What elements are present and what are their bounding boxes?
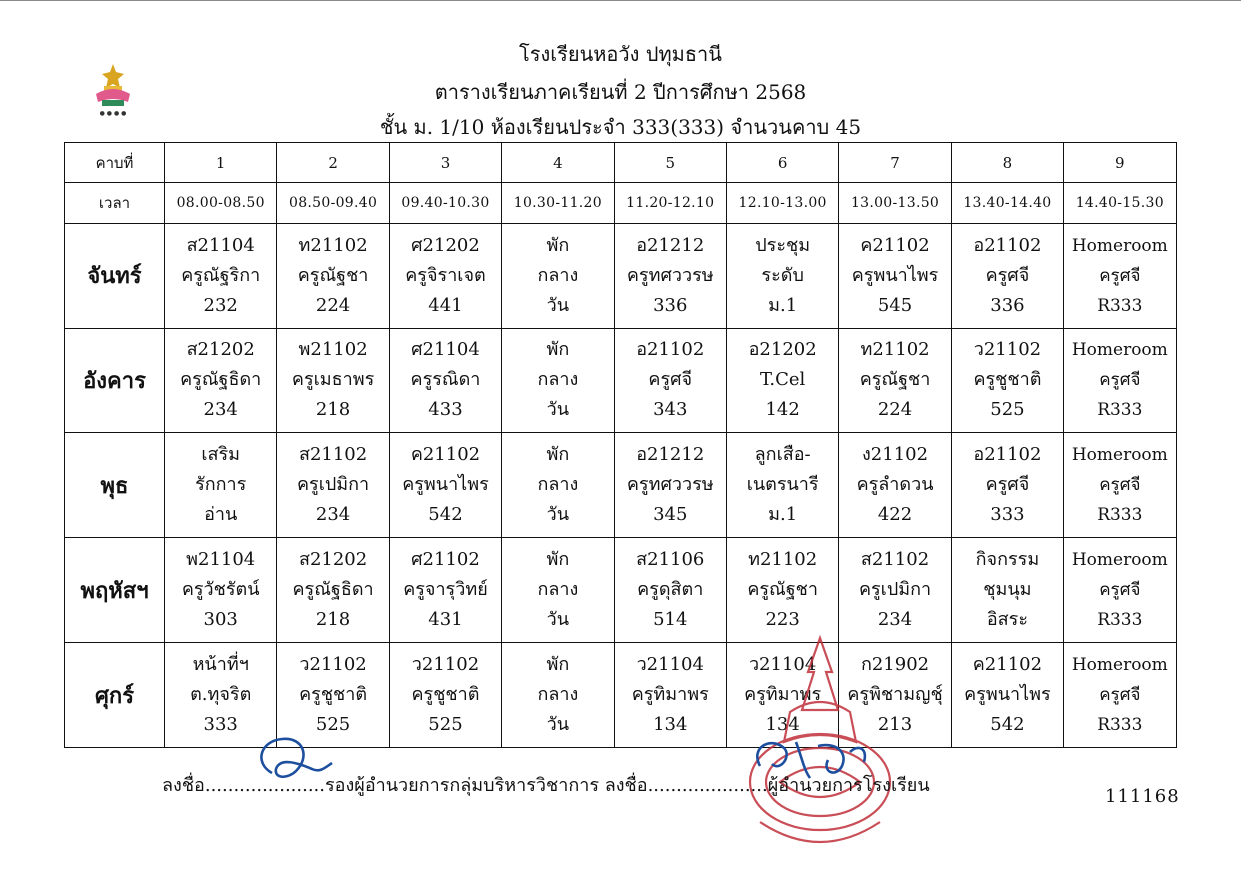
- cell-room: R333: [1097, 295, 1143, 316]
- cell-teacher: ครูพนาไพร: [402, 474, 489, 496]
- cell-room: R333: [1097, 715, 1143, 736]
- cell-subject: ค21102: [860, 234, 930, 256]
- period-time: 12.10-13.00: [726, 183, 838, 223]
- period-number: 2: [277, 143, 389, 183]
- cell-teacher: กลาง: [537, 474, 579, 496]
- cell-teacher: ครูพิชามญชุ์: [847, 684, 943, 706]
- cell-room: R333: [1097, 505, 1143, 526]
- class-cell: [502, 223, 614, 328]
- cell-teacher: ครูจิราเจต: [405, 264, 486, 286]
- cell-teacher: ครูเปมิกา: [858, 579, 932, 601]
- cell-subject: พัก: [546, 549, 570, 571]
- school-name: โรงเรียนหอวัง ปทุมธานี: [519, 42, 722, 66]
- period-number: 4: [502, 143, 614, 183]
- class-cell: [1064, 223, 1176, 328]
- cell-subject: ส21102: [298, 444, 368, 466]
- cell-teacher: กลาง: [537, 264, 579, 286]
- time-label: เวลา: [65, 183, 165, 223]
- class-cell: [389, 328, 501, 433]
- cell-room: 336: [990, 294, 1025, 316]
- day-row: [65, 643, 1177, 748]
- cell-room: 525: [990, 399, 1025, 421]
- class-cell: [277, 433, 389, 538]
- class-cell: [1064, 433, 1176, 538]
- cell-teacher: ครูพนาไพร: [964, 684, 1051, 706]
- cell-teacher: ครูเปมิกา: [297, 474, 370, 496]
- class-cell: [389, 223, 501, 328]
- period-time: 11.20-12.10: [614, 183, 726, 223]
- period-time: 13.00-13.50: [839, 183, 951, 223]
- cell-room: 333: [203, 714, 238, 736]
- cell-room: 234: [203, 399, 238, 421]
- day-name: อังคาร: [65, 328, 165, 433]
- cell-subject: อ21202: [748, 339, 817, 361]
- cell-teacher: ครูณัฐชา: [297, 264, 369, 286]
- class-cell: [951, 223, 1063, 328]
- class-cell: [389, 538, 501, 643]
- cell-subject: พัก: [546, 654, 570, 676]
- period-number: 9: [1064, 143, 1176, 183]
- cell-teacher: ชุมนุม: [983, 579, 1032, 601]
- cell-subject: ส21104: [186, 234, 255, 256]
- class-cell: [502, 538, 614, 643]
- period-number: 3: [389, 143, 501, 183]
- cell-room: 224: [877, 399, 913, 421]
- day-row: [65, 433, 1177, 538]
- period-time: 14.40-15.30: [1064, 183, 1176, 223]
- cell-room: 333: [990, 504, 1025, 526]
- cell-teacher: กลาง: [537, 579, 579, 601]
- period-time: 10.30-11.20: [502, 183, 614, 223]
- cell-subject: ส21202: [298, 549, 368, 571]
- cell-subject: Homeroom: [1071, 340, 1168, 361]
- cell-subject: ท21102: [860, 339, 930, 361]
- class-cell: [1064, 328, 1176, 433]
- cell-room: วัน: [546, 294, 570, 316]
- cell-subject: ประชุม: [755, 234, 811, 256]
- cell-teacher: ครูทศววรษ: [626, 474, 714, 496]
- cell-room: 234: [877, 609, 913, 631]
- day-name: จันทร์: [65, 223, 165, 328]
- cell-room: ม.1: [768, 504, 798, 526]
- cell-room: 232: [203, 294, 238, 316]
- class-cell: [726, 328, 838, 433]
- cell-subject: อ21212: [636, 444, 705, 466]
- cell-room: 441: [428, 294, 463, 316]
- cell-teacher: ครูณัฐธิดา: [292, 579, 374, 601]
- cell-subject: พัก: [546, 234, 570, 256]
- cell-teacher: ครูศจี: [985, 474, 1030, 496]
- class-cell: [165, 538, 277, 643]
- cell-subject: ว21102: [411, 654, 480, 676]
- cell-teacher: ครูศจี: [985, 264, 1030, 286]
- cell-subject: พ21104: [186, 549, 256, 571]
- period-time: 13.40-14.40: [951, 183, 1063, 223]
- class-cell: [502, 433, 614, 538]
- class-cell: [839, 223, 951, 328]
- cell-subject: ศ21202: [411, 234, 480, 256]
- period-label: คาบที่: [65, 143, 165, 183]
- cell-subject: Homeroom: [1071, 445, 1168, 466]
- period-time: 09.40-10.30: [389, 183, 501, 223]
- class-cell: [277, 643, 389, 748]
- day-row: [65, 538, 1177, 643]
- cell-subject: ก21902: [860, 654, 930, 676]
- cell-teacher: ครูวัชรัตน์: [181, 579, 260, 601]
- cell-subject: พ21102: [298, 339, 368, 361]
- cell-teacher: ครูทิมาพร: [744, 684, 822, 706]
- class-cell: [165, 223, 277, 328]
- signature-line: ลงชื่อ.....................รองผู้อำนวยการกลุ่มบริหารวิชาการ ลงชื่อ.....................ผู้อำนวยการโรงเรียน: [162, 775, 930, 796]
- cell-subject: ว21102: [973, 339, 1042, 361]
- period-number: 7: [839, 143, 951, 183]
- class-cell: [614, 538, 726, 643]
- cell-room: 422: [877, 504, 913, 526]
- period-number: 6: [726, 143, 838, 183]
- period-time: 08.50-09.40: [277, 183, 389, 223]
- cell-room: 218: [315, 399, 351, 421]
- class-cell: [951, 538, 1063, 643]
- class-cell: [839, 538, 951, 643]
- cell-teacher: ครูชูชาติ: [411, 684, 480, 706]
- cell-teacher: ครูรณิดา: [410, 369, 481, 391]
- day-row: [65, 223, 1177, 328]
- document-code: 111168: [1105, 786, 1180, 807]
- cell-room: 218: [315, 609, 351, 631]
- period-number: 1: [165, 143, 277, 183]
- cell-subject: ว21102: [299, 654, 367, 676]
- class-cell: [951, 643, 1063, 748]
- svg-text:● ● ● ●: ● ● ● ●: [99, 110, 127, 117]
- cell-teacher: กลาง: [537, 369, 579, 391]
- cell-room: 433: [428, 399, 463, 421]
- class-cell: [726, 433, 838, 538]
- cell-subject: ว21104: [636, 654, 704, 676]
- class-cell: [1064, 643, 1176, 748]
- cell-teacher: ครูณัฐชา: [747, 579, 818, 601]
- cell-teacher: ครูศจี: [1099, 265, 1141, 286]
- class-cell: [165, 433, 277, 538]
- cell-room: 336: [653, 294, 688, 316]
- cell-subject: ส21202: [186, 339, 255, 361]
- cell-subject: ส21106: [636, 549, 705, 571]
- cell-subject: อ21102: [636, 339, 705, 361]
- class-cell: [165, 643, 277, 748]
- cell-teacher: ครูจารุวิทย์: [403, 579, 488, 601]
- cell-subject: Homeroom: [1071, 655, 1168, 676]
- cell-subject: เสริม: [201, 444, 241, 466]
- cell-room: 431: [428, 609, 463, 631]
- time-row: [65, 183, 1177, 223]
- cell-room: 343: [653, 399, 688, 421]
- day-row: [65, 328, 1177, 433]
- cell-subject: ท21102: [748, 549, 818, 571]
- class-cell: [389, 433, 501, 538]
- cell-room: R333: [1097, 610, 1143, 631]
- class-cell: [165, 328, 277, 433]
- cell-room: 234: [315, 504, 351, 526]
- cell-room: ม.1: [768, 294, 798, 316]
- cell-subject: ศ21102: [411, 549, 480, 571]
- cell-subject: ลูกเสือ-: [754, 444, 811, 466]
- cell-teacher: ครูทิมาพร: [631, 684, 709, 706]
- cell-teacher: ครูดุสิตา: [637, 579, 704, 601]
- cell-room: 542: [990, 714, 1025, 736]
- cell-teacher: ครูณัฐธิดา: [180, 369, 262, 391]
- class-cell: [614, 328, 726, 433]
- cell-teacher: T.Cel: [760, 369, 806, 391]
- cell-teacher: ครูศจี: [1099, 370, 1141, 391]
- cell-teacher: ครูณัฐชา: [859, 369, 931, 391]
- day-name: ศุกร์: [65, 643, 165, 748]
- cell-room: 303: [203, 609, 238, 631]
- cell-subject: ว21104: [748, 654, 817, 676]
- class-cell: [614, 643, 726, 748]
- class-cell: [277, 538, 389, 643]
- cell-teacher: ครูศจี: [1099, 475, 1141, 496]
- timetable-body: [65, 143, 1177, 748]
- cell-subject: พัก: [546, 444, 570, 466]
- period-header-row: [65, 143, 1177, 183]
- cell-subject: ศ21104: [411, 339, 480, 361]
- class-cell: [277, 328, 389, 433]
- cell-subject: ท21102: [298, 234, 368, 256]
- day-name: พุธ: [65, 433, 165, 538]
- class-cell: [839, 328, 951, 433]
- class-info: ชั้น ม. 1/10 ห้องเรียนประจำ 333(333) จำนวนคาบ 45: [379, 115, 862, 139]
- class-cell: [614, 223, 726, 328]
- cell-teacher: กลาง: [537, 684, 579, 706]
- cell-room: R333: [1097, 400, 1143, 421]
- cell-room: 213: [877, 714, 913, 736]
- cell-subject: ค21102: [410, 444, 481, 466]
- cell-teacher: ครูชูชาติ: [299, 684, 368, 706]
- cell-teacher: ครูทศววรษ: [626, 264, 714, 286]
- cell-teacher: ครูพนาไพร: [851, 264, 939, 286]
- cell-teacher: ครูศจี: [648, 369, 693, 391]
- cell-room: 525: [428, 714, 463, 736]
- cell-room: 134: [765, 714, 800, 736]
- cell-subject: หน้าที่ฯ: [192, 654, 249, 676]
- cell-teacher: ต.ทุจริต: [190, 684, 252, 706]
- cell-room: 525: [315, 714, 351, 736]
- class-cell: [277, 223, 389, 328]
- cell-room: 545: [877, 294, 913, 316]
- class-cell: [502, 328, 614, 433]
- cell-subject: อ21102: [973, 444, 1042, 466]
- cell-room: วัน: [546, 504, 570, 526]
- class-cell: [389, 643, 501, 748]
- cell-room: 142: [765, 399, 800, 421]
- top-border-line: [0, 0, 1241, 1]
- cell-room: วัน: [546, 609, 570, 631]
- period-number: 8: [951, 143, 1063, 183]
- cell-subject: Homeroom: [1071, 235, 1168, 256]
- cell-room: อิสระ: [986, 609, 1028, 631]
- cell-room: 542: [428, 504, 463, 526]
- class-cell: [839, 433, 951, 538]
- cell-room: 223: [765, 609, 800, 631]
- cell-subject: ส21102: [860, 549, 930, 571]
- cell-subject: ค21102: [972, 654, 1043, 676]
- cell-subject: อ21102: [973, 234, 1042, 256]
- class-cell: [1064, 538, 1176, 643]
- cell-teacher: รักการ: [195, 474, 247, 496]
- day-name: พฤหัสฯ: [65, 538, 165, 643]
- cell-room: 224: [315, 294, 351, 316]
- cell-room: อ่าน: [204, 504, 238, 526]
- period-time: 08.00-08.50: [165, 183, 277, 223]
- class-cell: [951, 328, 1063, 433]
- cell-teacher: ครูณัฐริกา: [181, 264, 261, 286]
- class-cell: [614, 433, 726, 538]
- term-title: ตารางเรียนภาคเรียนที่ 2 ปีการศึกษา 2568: [434, 80, 807, 104]
- cell-subject: ง21102: [862, 444, 929, 466]
- cell-room: 134: [653, 714, 688, 736]
- period-number: 5: [614, 143, 726, 183]
- cell-room: วัน: [546, 399, 570, 421]
- cell-teacher: ครูเมธาพร: [291, 369, 375, 391]
- class-cell: [726, 223, 838, 328]
- class-cell: [951, 433, 1063, 538]
- class-cell: [726, 538, 838, 643]
- cell-teacher: ครูศจี: [1099, 580, 1141, 601]
- cell-teacher: ครูลำดวน: [856, 474, 934, 496]
- cell-subject: กิจกรรม: [975, 549, 1040, 571]
- cell-room: 514: [653, 609, 688, 631]
- cell-room: 345: [653, 504, 688, 526]
- timetable: [64, 142, 1177, 748]
- cell-subject: Homeroom: [1071, 550, 1168, 571]
- class-cell: [502, 643, 614, 748]
- cell-teacher: ระดับ: [761, 264, 804, 286]
- cell-teacher: เนตรนารี: [746, 474, 819, 496]
- cell-subject: พัก: [546, 339, 570, 361]
- cell-subject: อ21212: [636, 234, 705, 256]
- cell-room: วัน: [546, 714, 570, 736]
- cell-teacher: ครูชูชาติ: [973, 369, 1042, 391]
- cell-teacher: ครูศจี: [1099, 685, 1141, 706]
